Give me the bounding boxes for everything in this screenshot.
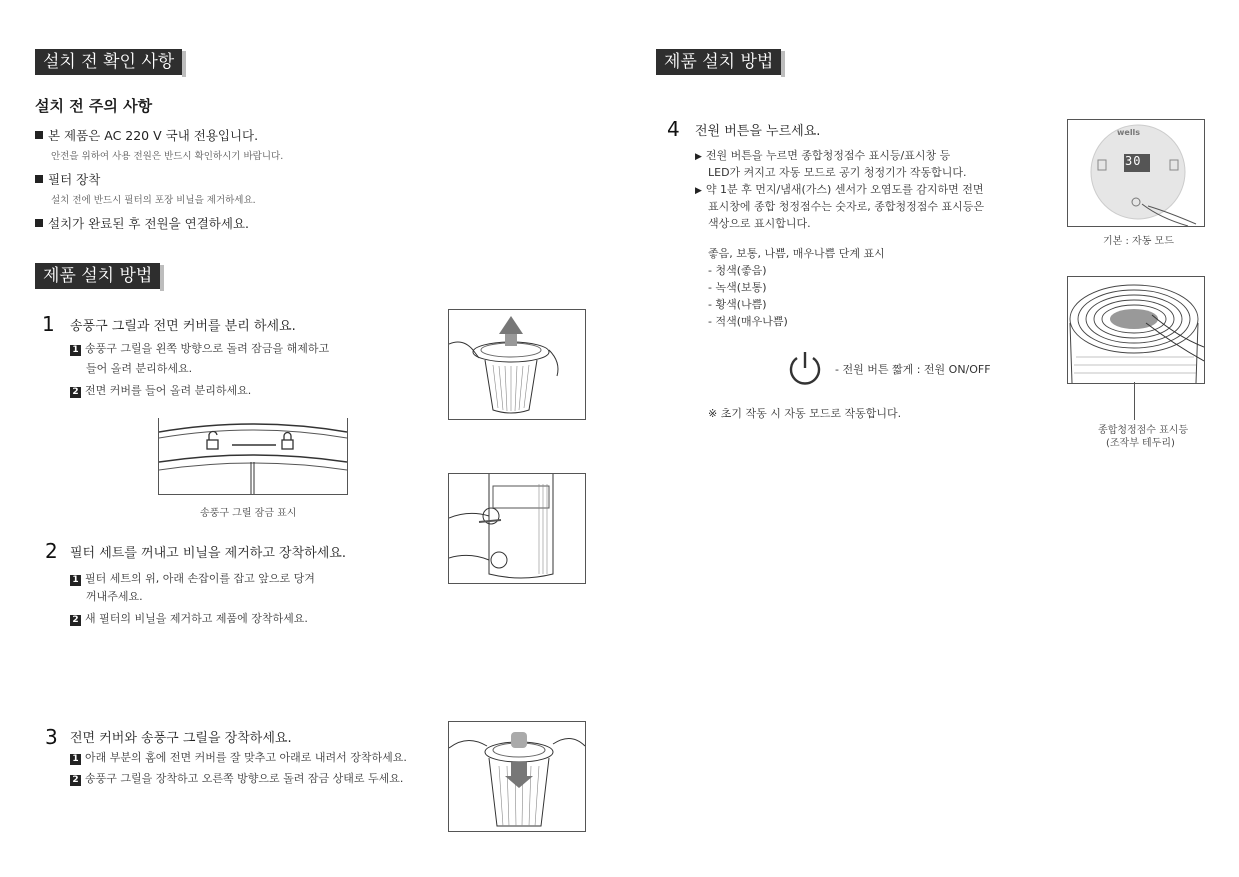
lock-caption: 송풍구 그릴 잠금 표시 bbox=[200, 508, 297, 519]
bullet-text: 설치가 완료된 후 전원을 연결하세요. bbox=[48, 216, 249, 231]
number-badge: 2 bbox=[70, 387, 81, 398]
bullet-note: 설치 전에 반드시 필터의 포장 비닐을 제거하세요. bbox=[51, 195, 256, 206]
step-item bbox=[70, 570, 315, 586]
step-item bbox=[70, 382, 251, 398]
item-text: 송풍구 그릴을 왼쪽 방향으로 돌려 잠금을 해제하고 bbox=[85, 342, 330, 355]
item-text: 송풍구 그릴을 장착하고 오른쪽 방향으로 돌려 잠금 상태로 두세요. bbox=[85, 772, 404, 785]
footnote: ※ 초기 작동 시 자동 모드로 작동합니다. bbox=[708, 407, 902, 420]
bullet-connect-power bbox=[35, 214, 249, 232]
indicator-caption: (조작부 테두리) bbox=[1106, 438, 1175, 449]
step1-illustration bbox=[448, 309, 586, 420]
step3-illustration bbox=[448, 721, 586, 832]
section-header-before-install: 설치 전 확인 사항 bbox=[35, 49, 182, 75]
score-display: 30 bbox=[1125, 154, 1142, 168]
subheading-precautions: 설치 전 주의 사항 bbox=[35, 97, 153, 115]
item-text: 약 1분 후 먼지/냄새(가스) 센서가 오염도를 감지하면 전면 bbox=[705, 183, 984, 196]
grill-lock-illustration bbox=[158, 418, 348, 495]
step-item bbox=[70, 749, 407, 765]
square-bullet-icon bbox=[35, 219, 43, 227]
level-item: - 황색(나쁨) bbox=[708, 298, 767, 311]
step4-bullet bbox=[695, 181, 983, 197]
step4-bullet-cont: LED가 켜지고 자동 모드로 공기 청정기가 작동합니다. bbox=[708, 166, 967, 179]
step-title: 전원 버튼을 누르세요. bbox=[695, 124, 821, 139]
bullet-power-spec bbox=[35, 126, 258, 144]
step-title: 필터 세트를 꺼내고 비닐을 제거하고 장착하세요. bbox=[70, 546, 346, 561]
item-text: 전면 커버를 들어 올려 분리하세요. bbox=[85, 384, 252, 397]
step-number: 4 bbox=[667, 117, 680, 141]
bullet-text: 본 제품은 AC 220 V 국내 전용입니다. bbox=[48, 128, 259, 143]
item-text: 새 필터의 비닐을 제거하고 제품에 장착하세요. bbox=[85, 612, 308, 625]
step-number: 1 bbox=[42, 312, 55, 336]
bullet-text: 필터 장착 bbox=[48, 172, 101, 187]
control-panel-caption: 기본 : 자동 모드 bbox=[1103, 236, 1174, 247]
item-text: 전원 버튼을 누르면 종합청정점수 표시등/표시창 등 bbox=[705, 149, 951, 162]
power-button-label: - 전원 버튼 짧게 : 전원 ON/OFF bbox=[835, 363, 991, 376]
levels-title: 좋음, 보통, 나쁨, 매우나쁨 단계 표시 bbox=[708, 247, 885, 260]
step-number: 3 bbox=[45, 725, 58, 749]
section-header-install-method: 제품 설치 방법 bbox=[35, 263, 160, 289]
number-badge: 1 bbox=[70, 575, 81, 586]
indicator-caption: 종합청정점수 표시등 bbox=[1098, 425, 1189, 436]
step-title: 전면 커버와 송풍구 그릴을 장착하세요. bbox=[70, 731, 292, 746]
section-header-install-method-right: 제품 설치 방법 bbox=[656, 49, 781, 75]
grill-lock-drawing bbox=[159, 418, 347, 494]
number-badge: 2 bbox=[70, 615, 81, 626]
filter-removal-drawing bbox=[449, 474, 585, 583]
number-badge: 1 bbox=[70, 345, 81, 356]
purifier-attach-drawing bbox=[449, 722, 585, 831]
bullet-note: 안전을 위하여 사용 전원은 반드시 확인하시기 바랍니다. bbox=[51, 151, 284, 162]
step-item bbox=[70, 610, 308, 626]
step-item-cont: 들어 올려 분리하세요. bbox=[86, 362, 193, 375]
step-number: 2 bbox=[45, 539, 58, 563]
step2-illustration bbox=[448, 473, 586, 584]
level-item: - 청색(좋음) bbox=[708, 264, 767, 277]
triangle-bullet-icon: ▶ bbox=[695, 186, 702, 196]
step-item-cont: 꺼내주세요. bbox=[86, 590, 143, 603]
item-text: 필터 세트의 위, 아래 손잡이를 잡고 앞으로 당겨 bbox=[85, 572, 315, 585]
number-badge: 1 bbox=[70, 754, 81, 765]
triangle-bullet-icon: ▶ bbox=[695, 152, 702, 162]
step-item bbox=[70, 340, 329, 356]
step4-bullet bbox=[695, 147, 950, 163]
step-title: 송풍구 그릴과 전면 커버를 분리 하세요. bbox=[70, 319, 296, 334]
brand-logo: wells bbox=[1117, 128, 1141, 137]
step4-bullet-cont: 표시창에 종합 청정점수는 숫자로, 종합청정점수 표시등은 bbox=[708, 200, 985, 213]
square-bullet-icon bbox=[35, 175, 43, 183]
number-badge: 2 bbox=[70, 775, 81, 786]
bullet-filter bbox=[35, 170, 100, 188]
purifier-lift-drawing bbox=[449, 310, 585, 419]
step-item bbox=[70, 770, 403, 786]
level-item: - 녹색(보통) bbox=[708, 281, 767, 294]
power-icon bbox=[786, 349, 824, 387]
grill-indicator-illustration bbox=[1067, 276, 1205, 384]
callout-line bbox=[1134, 382, 1135, 420]
step4-bullet-cont: 색상으로 표시합니다. bbox=[708, 217, 811, 230]
square-bullet-icon bbox=[35, 131, 43, 139]
grill-indicator-drawing bbox=[1068, 277, 1204, 383]
item-text: 아래 부분의 홈에 전면 커버를 잘 맞추고 아래로 내려서 장착하세요. bbox=[85, 751, 407, 764]
level-item: - 적색(매우나쁨) bbox=[708, 315, 788, 328]
